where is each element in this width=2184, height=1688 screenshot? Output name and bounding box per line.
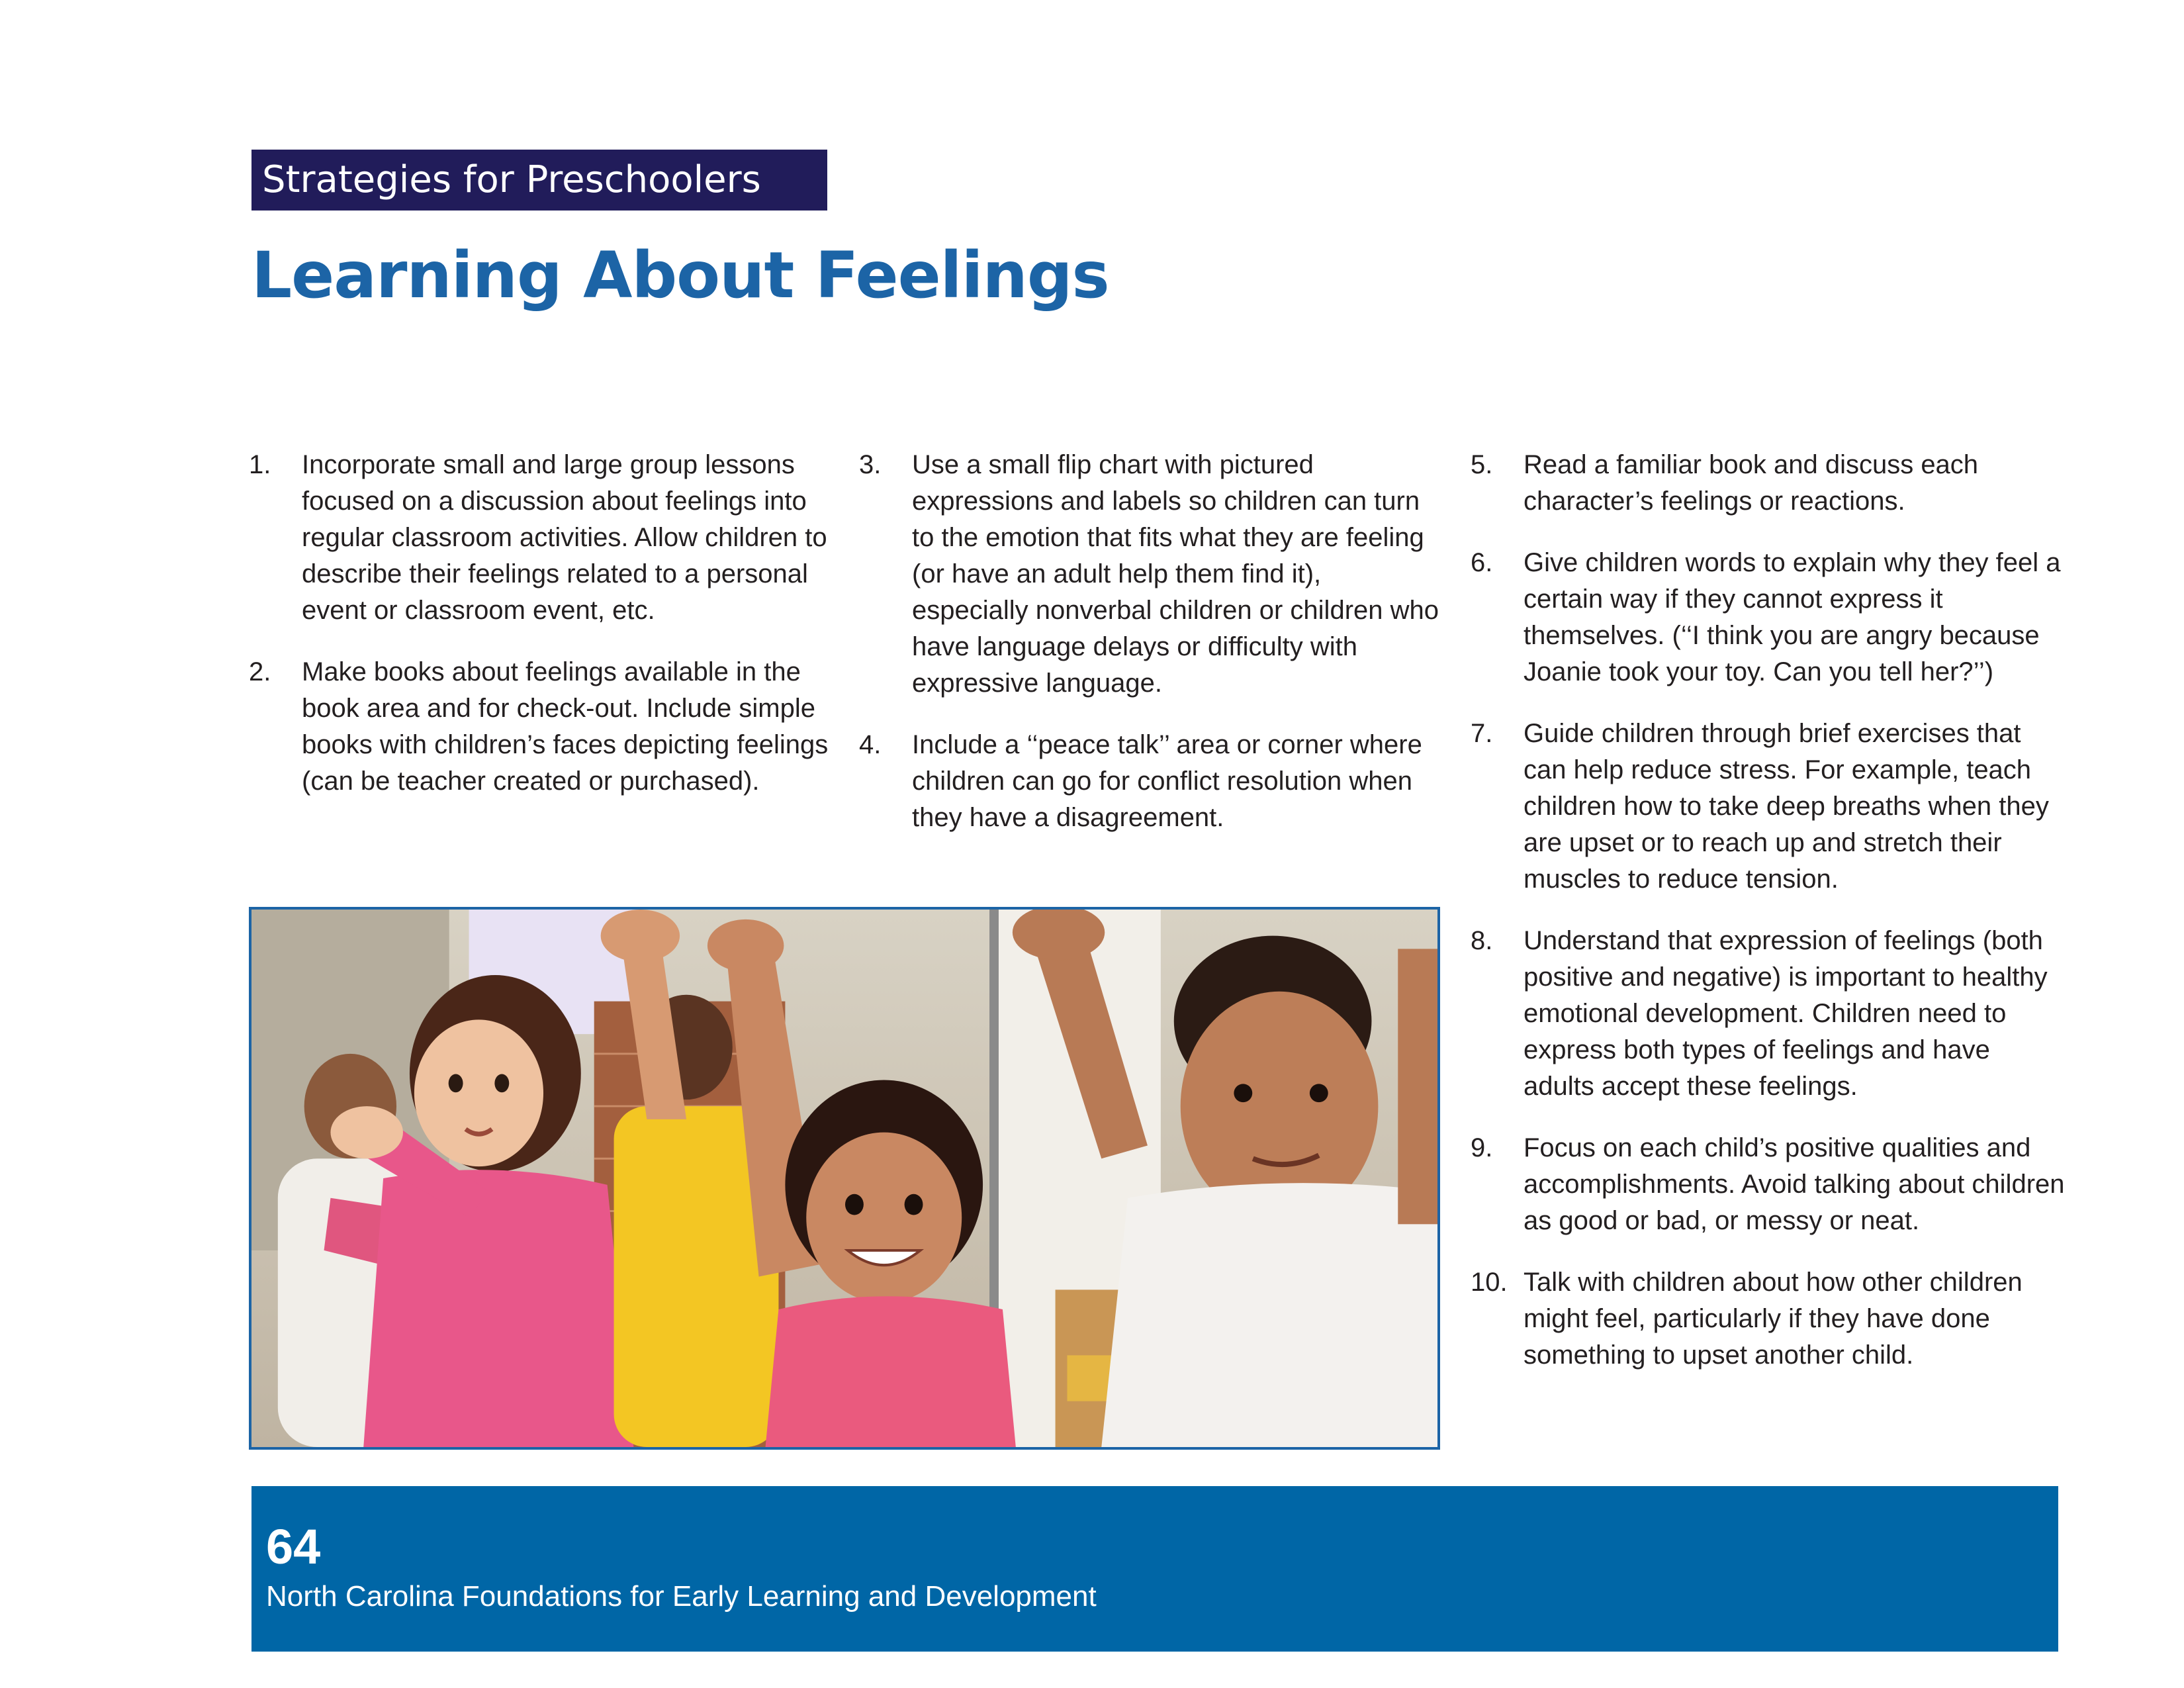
strategy-item-3 [859, 447, 1441, 702]
child-hand [330, 1106, 403, 1158]
strategy-text: Include a ‘‘peace talk’’ area or corner where children can go for conflict resolution when they have a disagreement. [912, 730, 1422, 832]
strategy-number: 1. [249, 450, 271, 479]
child-shirt [766, 1296, 1016, 1447]
section-banner: Strategies for Preschoolers [251, 150, 827, 211]
strategy-text: Give children words to explain why they feel a certain way if they cannot express it themselves. (‘‘I think you are angry because Joanie took your toy. Can you tell her?’’) [1524, 548, 2061, 686]
strategy-text: Talk with children about how other children might feel, particularly if they have done something to upset another child. [1524, 1268, 2023, 1370]
strategy-text: Read a familiar book and discuss each character’s feelings or reactions. [1524, 450, 1979, 516]
publication-title: North Carolina Foundations for Early Learning and Development [266, 1580, 1097, 1613]
strategy-item-10 [1471, 1264, 2066, 1374]
strategy-text: Incorporate small and large group lessons focused on a discussion about feelings into regular classroom activities. Allow children to describe their feelings related to a personal event or classroom event, etc. [302, 450, 827, 625]
strategy-text: Guide children through brief exercises that can help reduce stress. For example, teach children how to take deep breaths when they are upset or to reach up and stretch their muscles to reduce tension. [1524, 719, 2049, 894]
strategy-item-2 [249, 654, 831, 800]
strategy-number: 3. [859, 450, 882, 479]
children-stretching-illustration [251, 910, 1437, 1447]
strategy-number: 9. [1471, 1133, 1493, 1162]
child-hand [601, 910, 680, 962]
strategy-column-1 [249, 447, 831, 825]
child-hand [707, 919, 784, 972]
child-face [806, 1133, 962, 1303]
page-footer [251, 1486, 2058, 1652]
strategy-item-4 [859, 727, 1441, 836]
page-number: 64 [266, 1519, 321, 1574]
strategy-number: 2. [249, 657, 271, 686]
child-face [414, 1019, 543, 1166]
child-shirt [1101, 1183, 1437, 1447]
strategy-item-5 [1471, 447, 2066, 520]
child-shirt [363, 1170, 633, 1447]
strategy-text: Understand that expression of feelings (both positive and negative) is important to healthy emotional development. Children need to express both types of feelings and have adults accept these feelings. [1524, 926, 2048, 1101]
strategy-number: 7. [1471, 719, 1493, 748]
strategy-number: 8. [1471, 926, 1493, 955]
strategy-item-7 [1471, 716, 2066, 898]
strategy-column-2 [859, 447, 1441, 861]
strategy-item-8 [1471, 923, 2066, 1105]
strategy-number: 5. [1471, 450, 1493, 479]
strategy-text: Use a small flip chart with pictured expressions and labels so children can turn to the emotion that fits what they are feeling (or have an adult help them find it), especially nonverbal children or children who have language delays or difficulty with expressive language. [912, 450, 1439, 698]
classroom-photo [249, 907, 1440, 1450]
strategy-number: 4. [859, 730, 882, 759]
strategy-text: Make books about feelings available in the book area and for check-out. Include simple books with children’s faces depicting feelings (can be teacher created or purchased). [302, 657, 829, 796]
strategy-item-1 [249, 447, 831, 629]
strategy-text: Focus on each child’s positive qualities and accomplishments. Avoid talking about children as good or bad, or messy or neat. [1524, 1133, 2065, 1235]
child-arm [1398, 949, 1437, 1224]
strategy-column-3 [1471, 447, 2066, 1399]
page-title: Learning About Feelings [251, 238, 1109, 312]
strategy-number: 6. [1471, 548, 1493, 577]
strategy-number: 10. [1471, 1268, 1508, 1297]
strategy-item-9 [1471, 1130, 2066, 1239]
strategy-item-6 [1471, 545, 2066, 690]
